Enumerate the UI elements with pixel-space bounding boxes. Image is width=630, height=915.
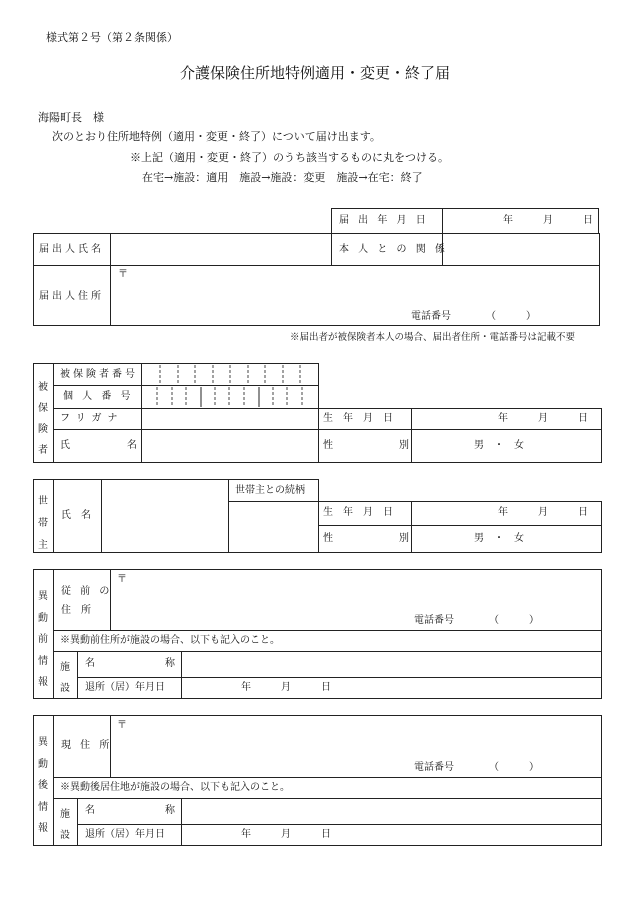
household-relation-label: 世帯主との続柄 xyxy=(235,485,305,496)
before-facility-note: ※異動前住所が施設の場合、以下も記入のこと。 xyxy=(60,635,280,646)
insured-name-field[interactable] xyxy=(143,431,315,461)
after-postal-mark: 〒 xyxy=(117,720,127,731)
before-facility-side: 施 設 xyxy=(60,662,70,694)
insurance-number-field[interactable] xyxy=(143,365,317,384)
after-facility-name-field[interactable] xyxy=(183,800,599,822)
relation-label: 本 人 と の 関 係 xyxy=(339,244,448,255)
after-side-label: 異 動 後 情 報 xyxy=(38,737,48,834)
before-facility-name-a: 名 xyxy=(85,658,95,669)
notifier-note: ※届出者が被保険者本人の場合、届出者住所・電話番号は記載不要 xyxy=(290,332,576,343)
household-name-field[interactable] xyxy=(103,481,225,551)
personal-number-label: 個 人 番 号 xyxy=(63,391,134,402)
household-birth-value[interactable]: 年 月 日 xyxy=(498,507,588,518)
before-postal-mark: 〒 xyxy=(117,574,127,585)
after-facility-name-b: 称 xyxy=(165,805,175,816)
page-title: 介護保険住所地特例適用・変更・終了届 xyxy=(179,64,450,82)
before-address-field[interactable] xyxy=(129,573,589,611)
after-facility-note: ※異動後居住地が施設の場合、以下も記入のこと。 xyxy=(60,782,290,793)
household-name-label: 氏 名 xyxy=(61,510,91,521)
personal-number-digit-grid xyxy=(143,387,317,407)
furigana-field[interactable] xyxy=(143,410,315,428)
case-guide: 在宅→施設：適用 施設→施設：変更 施設→在宅：終了 xyxy=(142,171,423,184)
household-relation-field[interactable] xyxy=(230,503,316,551)
after-phone[interactable]: 電話番号 （ ） xyxy=(414,762,539,773)
after-move-section xyxy=(33,715,602,846)
notifier-name-label: 届出人氏名 xyxy=(39,244,104,255)
insured-name-label-b: 名 xyxy=(127,440,137,451)
household-sex-value[interactable]: 男 ・ 女 xyxy=(474,533,524,544)
before-facility-name-b: 称 xyxy=(165,658,175,669)
after-leave-value[interactable]: 年 月 日 xyxy=(241,829,331,840)
insured-name-label-a: 氏 xyxy=(60,440,70,451)
notifier-name-field[interactable] xyxy=(113,236,327,264)
household-section xyxy=(33,479,602,553)
household-birth-label: 生 年 月 日 xyxy=(323,507,393,518)
furigana-label: フリガナ xyxy=(60,413,124,424)
before-facility-name-field[interactable] xyxy=(183,653,599,675)
date-value[interactable]: 年 月 日 xyxy=(503,215,593,226)
insured-section xyxy=(33,363,602,463)
insured-birth-value[interactable]: 年 月 日 xyxy=(498,413,588,424)
household-side-label: 世 帯 主 xyxy=(38,496,48,551)
after-address-field[interactable] xyxy=(129,719,589,757)
insured-sex-label-b: 別 xyxy=(399,440,409,451)
household-sex-label-b: 別 xyxy=(399,533,409,544)
addressee: 海陽町長 様 xyxy=(38,111,104,124)
insurance-number-digit-grid xyxy=(143,365,317,384)
personal-number-field[interactable] xyxy=(143,387,317,407)
before-address-label-2: 住 所 xyxy=(61,605,91,616)
circle-note: ※上記（適用・変更・終了）のうち該当するものに丸をつける。 xyxy=(130,151,449,164)
insured-side-label: 被 保 険 者 xyxy=(38,382,48,456)
insurance-number-label: 被保険者番号 xyxy=(60,369,138,380)
before-leave-label: 退所（居）年月日 xyxy=(85,682,165,693)
before-side-label: 異 動 前 情 報 xyxy=(38,591,48,688)
notifier-section xyxy=(33,208,600,326)
intro-text: 次のとおり住所地特例（適用・変更・終了）について届け出ます。 xyxy=(52,130,381,143)
before-phone[interactable]: 電話番号 （ ） xyxy=(414,615,539,626)
after-facility-side: 施 設 xyxy=(60,809,70,841)
insured-birth-label: 生 年 月 日 xyxy=(323,413,393,424)
before-leave-value[interactable]: 年 月 日 xyxy=(241,682,331,693)
date-label: 届 出 年 月 日 xyxy=(339,215,429,226)
household-sex-label-a: 性 xyxy=(323,533,333,544)
after-leave-label: 退所（居）年月日 xyxy=(85,829,165,840)
after-facility-name-a: 名 xyxy=(85,805,95,816)
postal-mark: 〒 xyxy=(118,269,128,280)
insured-sex-label-a: 性 xyxy=(323,440,333,451)
notifier-address-field[interactable] xyxy=(129,270,589,310)
notifier-address-label: 届出人住所 xyxy=(39,291,104,302)
before-move-section xyxy=(33,569,602,699)
insured-sex-value[interactable]: 男 ・ 女 xyxy=(474,440,524,451)
notifier-phone[interactable]: 電話番号 （ ） xyxy=(411,311,536,322)
after-address-label: 現 住 所 xyxy=(61,740,113,751)
form-number: 様式第２号（第２条関係） xyxy=(46,31,178,44)
relation-field[interactable] xyxy=(445,236,595,264)
before-address-label-1: 従 前 の xyxy=(61,586,113,597)
